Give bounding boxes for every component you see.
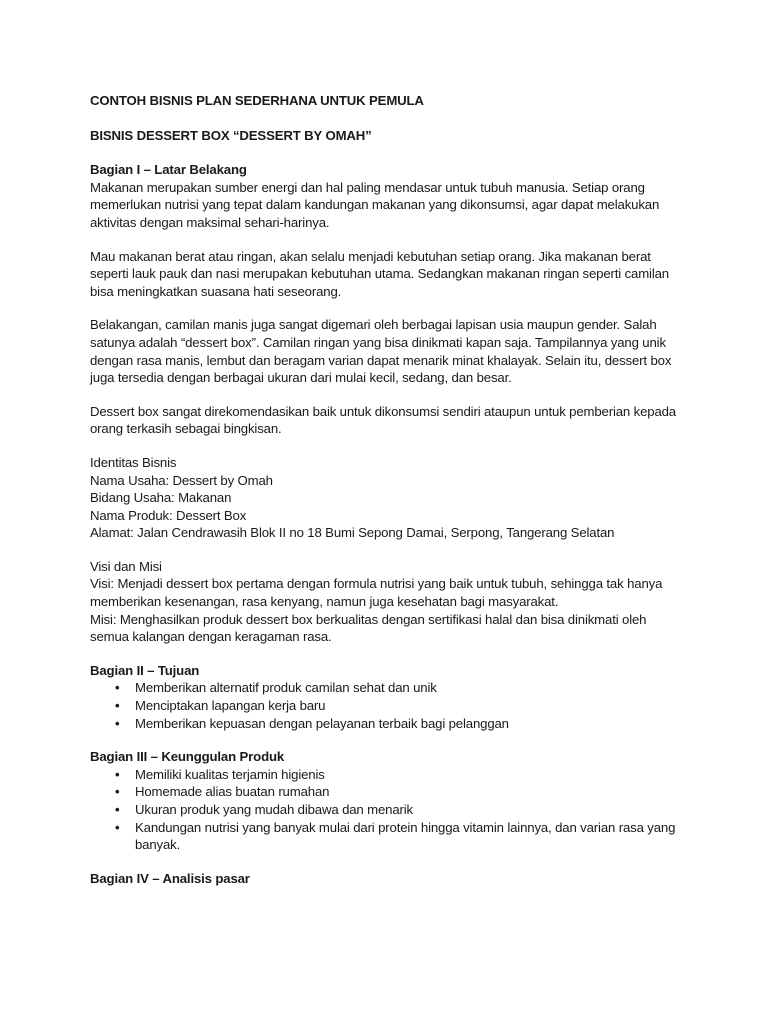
section-heading-visi-misi: Visi dan Misi — [90, 558, 162, 574]
section-heading-keunggulan-produk: Bagian III – Keunggulan Produk — [90, 749, 285, 765]
list-item — [90, 801, 690, 819]
goals-list — [90, 679, 690, 732]
paragraph — [90, 316, 690, 386]
list-item — [90, 819, 690, 854]
list-item — [90, 679, 690, 697]
list-item-text: Memberikan kepuasan dengan pelayanan terbaik bagi pelanggan — [135, 715, 509, 731]
text-line: Makanan merupakan sumber energi dan hal paling mendasar untuk tubuh manusia. Setiap orang — [90, 179, 645, 195]
vision-line: Visi: Menjadi dessert box pertama dengan formula nutrisi yang baik untuk tubuh, sehingga tak hanya — [90, 576, 663, 592]
document-body — [90, 92, 690, 887]
text-line: Mau makanan berat atau ringan, akan selalu menjadi kebutuhan setiap orang. Jika makanan berat — [90, 248, 651, 264]
text-line: juga tersedia dengan berbagai ukuran dari mulai kecil, sedang, dan besar. — [90, 370, 512, 386]
bullet-icon: • — [115, 698, 120, 714]
product-name: Nama Produk: Dessert Box — [90, 507, 247, 523]
section-heading-tujuan: Bagian II – Tujuan — [90, 662, 200, 678]
bullet-icon: • — [115, 784, 120, 800]
paragraph — [90, 179, 690, 232]
text-line: Belakangan, camilan manis juga sangat digemari oleh berbagai lapisan usia maupun gender. Salah — [90, 317, 657, 333]
business-address: Alamat: Jalan Cendrawasih Blok II no 18 Bumi Sepong Damai, Serpong, Tangerang Selatan — [90, 525, 615, 541]
section-heading-latar-belakang: Bagian I – Latar Belakang — [90, 162, 247, 178]
list-item-text: Homemade alias buatan rumahan — [135, 784, 330, 800]
section-heading-analisis-pasar: Bagian IV – Analisis pasar — [90, 870, 250, 886]
list-item-text: Kandungan nutrisi yang banyak mulai dari protein hingga vitamin lainnya, dan varian rasa yang — [135, 819, 676, 835]
list-item-text: Ukuran produk yang mudah dibawa dan menarik — [135, 802, 413, 817]
list-item-text: banyak. — [135, 837, 181, 853]
identity-list — [90, 472, 690, 542]
list-item-text: Menciptakan lapangan kerja baru — [135, 698, 326, 714]
text-line: memerlukan nutrisi yang tepat dalam kandungan makanan yang dikonsumsi, agar dapat melakukan — [90, 197, 660, 213]
text-line: Dessert box sangat direkomendasikan baik untuk dikonsumsi sendiri ataupun untuk pemberian kepada — [90, 403, 676, 419]
bullet-icon: • — [115, 802, 120, 817]
text-line: satunya adalah “dessert box”. Camilan ringan yang bisa dinikmati kapan saja. Tampilannya yang unik — [90, 334, 666, 350]
section-heading-identitas-bisnis: Identitas Bisnis — [90, 454, 177, 470]
list-item — [90, 697, 690, 715]
text-line: seperti lauk pauk dan nasi merupakan kebutuhan utama. Sedangkan makanan ringan seperti camilan — [90, 266, 669, 282]
bullet-icon: • — [115, 766, 120, 782]
mission-line: Misi: Menghasilkan produk dessert box berkualitas dengan sertifikasi halal dan bisa dinikmati oleh — [90, 611, 647, 627]
bullet-icon: • — [115, 715, 120, 731]
paragraph — [90, 403, 690, 438]
bullet-icon: • — [115, 680, 120, 696]
vision-mission — [90, 575, 690, 645]
list-item — [90, 783, 690, 801]
text-line: bisa meningkatkan suasana hati seseorang. — [90, 283, 342, 299]
document-subtitle: BISNIS DESSERT BOX “DESSERT BY OMAH” — [90, 127, 372, 143]
business-field: Bidang Usaha: Makanan — [90, 490, 232, 506]
vision-line: memberikan kesenangan, rasa kenyang, namun juga kesehatan bagi masyarakat. — [90, 594, 559, 610]
list-item-text: Memberikan alternatif produk camilan sehat dan unik — [135, 680, 437, 696]
document-title: CONTOH BISNIS PLAN SEDERHANA UNTUK PEMULA — [90, 93, 424, 108]
text-line: aktivitas dengan maksimal sehari-harinya. — [90, 214, 330, 230]
business-name: Nama Usaha: Dessert by Omah — [90, 472, 273, 488]
text-line: dengan rasa manis, lembut dan beragam varian dapat menarik minat khalayak. Selain itu, dessert box — [90, 352, 672, 368]
list-item-text: Memiliki kualitas terjamin higienis — [135, 766, 325, 782]
advantages-list — [90, 766, 690, 854]
bullet-icon: • — [115, 819, 120, 835]
list-item — [90, 766, 690, 784]
text-line: orang terkasih sebagai bingkisan. — [90, 421, 282, 437]
mission-line: semua kalangan dengan keragaman rasa. — [90, 629, 332, 645]
list-item — [90, 715, 690, 733]
paragraph — [90, 248, 690, 301]
